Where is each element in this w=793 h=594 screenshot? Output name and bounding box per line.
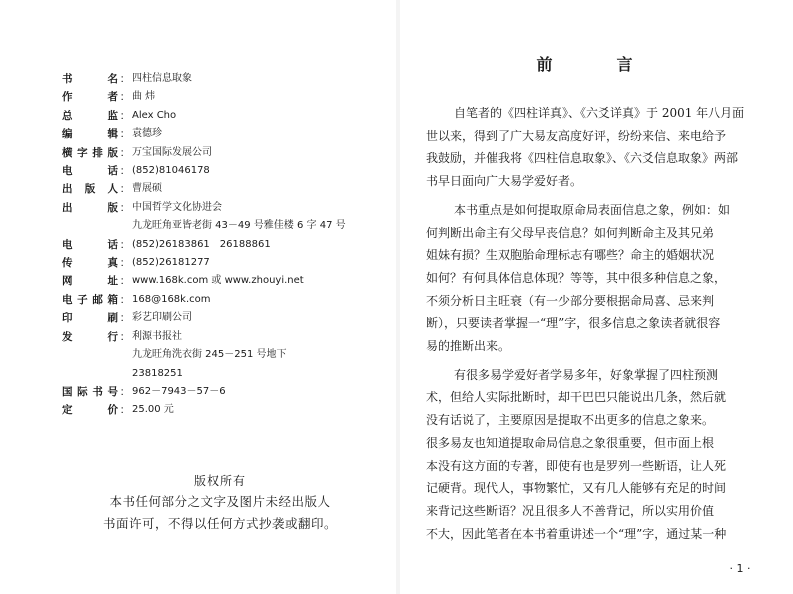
info-label: 电子邮箱 [62,293,118,306]
info-row [62,144,392,162]
info-label: 作者 [62,91,118,104]
info-value [132,328,392,383]
info-value [132,272,392,290]
info-value-line: 23818251 [132,367,183,379]
text-line: 很多易友也知道提取命局信息之象很重要，但市面上根 [426,435,715,450]
rights-line: 书面许可，不得以任何方式抄袭或翻印。 [102,516,337,531]
info-colon: ： [119,128,131,141]
copyright-page [0,0,396,594]
preface-paragraph [426,199,772,358]
info-value [132,254,392,272]
info-value [132,107,392,125]
info-label: 发行 [62,330,118,343]
info-value-line: 中国哲学文化协进会 [132,201,222,213]
text-line: 没有话说了，主要原因是提取不出更多的信息之象来。 [426,413,715,428]
info-colon: ： [119,385,131,398]
info-value [132,180,392,198]
info-value [132,125,392,143]
info-value-line: 四柱信息取象 [132,73,192,84]
info-value [132,199,392,236]
text-line: 何判断出命主有父母早丧信息？如何判断命主及其兄弟 [426,225,715,240]
info-label: 印刷 [62,312,118,325]
info-value-line[interactable]: www.168k.com 或 www.zhouyi.net [132,275,304,287]
text-line: 术，但给人实际批断时，却干巴巴只能说出几条，然后就 [426,390,727,405]
info-value-line: 袁德珍 [132,128,162,140]
info-label: 电话 [62,165,118,178]
info-colon: ： [119,257,131,270]
info-row [62,328,392,383]
info-row [62,162,392,180]
info-value-line: 曹展硕 [132,183,162,195]
info-value [132,291,392,309]
info-value-line: 九龙旺角洗衣街 245－251 号地下 [132,349,287,361]
info-value-line: 利源书报社 [132,330,182,342]
info-label: 电话 [62,238,118,251]
info-label: 网址 [62,275,118,288]
info-value-line: (852)26183861 26188861 [132,238,271,250]
text-line: 书早日面向广大易学爱好者。 [426,174,583,189]
info-colon: ： [119,404,131,417]
info-colon: ： [119,165,131,178]
text-line: 易的推断出来。 [426,339,511,354]
info-colon: ： [119,275,131,288]
preface-page [400,0,793,594]
info-value [132,401,392,419]
info-value-line: 万宝国际发展公司 [132,146,212,158]
info-label: 出版人 [62,183,118,196]
copyright-info-list [62,70,392,420]
info-row [62,309,392,327]
preface-body [426,102,772,545]
info-label: 横字排版 [62,146,118,159]
text-line: 来背记这些断语？况且很多人不善背记，所以实用价值 [426,503,715,518]
info-value-line: (852)81046178 [132,165,210,177]
info-row [62,180,392,198]
info-value-line: 彩艺印刷公司 [132,312,192,324]
info-label: 编辑 [62,128,118,141]
info-row [62,70,392,88]
info-row [62,291,392,309]
text-line: 姐妹有损？生双胞胎命理标志有哪些？命主的婚姻状况 [426,248,715,263]
info-row [62,383,392,401]
text-line: 如何？有何具体信息体现？等等，其中很多种信息之象， [426,270,727,285]
info-row [62,107,392,125]
text-line: 本书重点是如何提取原命局表面信息之象，例如：如 [454,202,731,217]
text-line: 自笔者的《四柱详真》、《六爻详真》于 2001 年八月面 [454,106,745,120]
text-line: 不须分析日主旺衰（有一少部分要根据命局喜、忌来判 [426,293,715,308]
info-label: 国际书号 [62,385,118,398]
info-colon: ： [119,183,131,196]
info-value-line: 25.00 元 [132,404,174,416]
info-row [62,199,392,236]
info-value [132,162,392,180]
info-value-line: 曲 炜 [132,91,156,103]
info-label: 定价 [62,404,118,417]
info-colon: ： [119,238,131,251]
text-line: 不大，因此笔者在本书着重讲述一个“理”字，通过某一种 [426,526,727,541]
text-line: 我鼓励，并催我将《四柱信息取象》、《六爻信息取象》两部 [426,151,739,166]
info-colon: ： [119,109,131,122]
info-colon: ： [119,91,131,104]
info-value [132,383,392,401]
info-row [62,236,392,254]
info-label: 书名 [62,73,118,85]
page-number: · 1 · [729,562,751,575]
info-colon: ： [119,312,131,325]
info-colon: ： [119,73,131,85]
info-colon: ： [119,330,131,343]
info-row [62,401,392,419]
info-value-line: Alex Cho [132,109,177,121]
info-value-line: 962－7943－57－6 [132,385,226,397]
text-line: 世以来，得到了广大易友高度好评，纷纷来信、来电给予 [426,128,727,143]
text-line: 本没有这方面的专著，即使有也是罗列一些断语，让人死 [426,458,727,473]
info-value [132,236,392,254]
info-row [62,254,392,272]
info-value [132,144,392,162]
info-label: 传真 [62,257,118,270]
preface-paragraph [426,364,772,546]
rights-line: 本书任何部分之文字及图片未经出版人 [109,494,331,509]
text-line: 断），只要读者掌握一“理”字，很多信息之象读者就很容 [426,316,721,331]
info-value-line: (852)26181277 [132,257,210,269]
rights-title: 版权所有 [193,474,246,488]
info-value-line[interactable]: 168@168k.com [132,293,211,305]
info-value [132,88,392,106]
info-label: 总监 [62,109,118,122]
info-label: 出版 [62,201,118,214]
info-row [62,125,392,143]
info-row [62,272,392,290]
info-colon: ： [119,201,131,214]
info-value [132,70,392,88]
info-colon: ： [119,146,131,159]
rights-notice [60,471,380,535]
info-value-line: 九龙旺角亚皆老街 43－49 号雅佳楼 6 字 47 号 [132,220,346,232]
preface-title: 前 言 [536,55,657,74]
info-colon: ： [119,293,131,306]
text-line: 记硬背。现代人，事物繁忙，又有几人能够有充足的时间 [426,481,727,496]
info-value [132,309,392,327]
info-row [62,88,392,106]
preface-paragraph [426,102,772,193]
text-line: 有很多易学爱好者学易多年，好象掌握了四柱预测 [454,367,719,382]
